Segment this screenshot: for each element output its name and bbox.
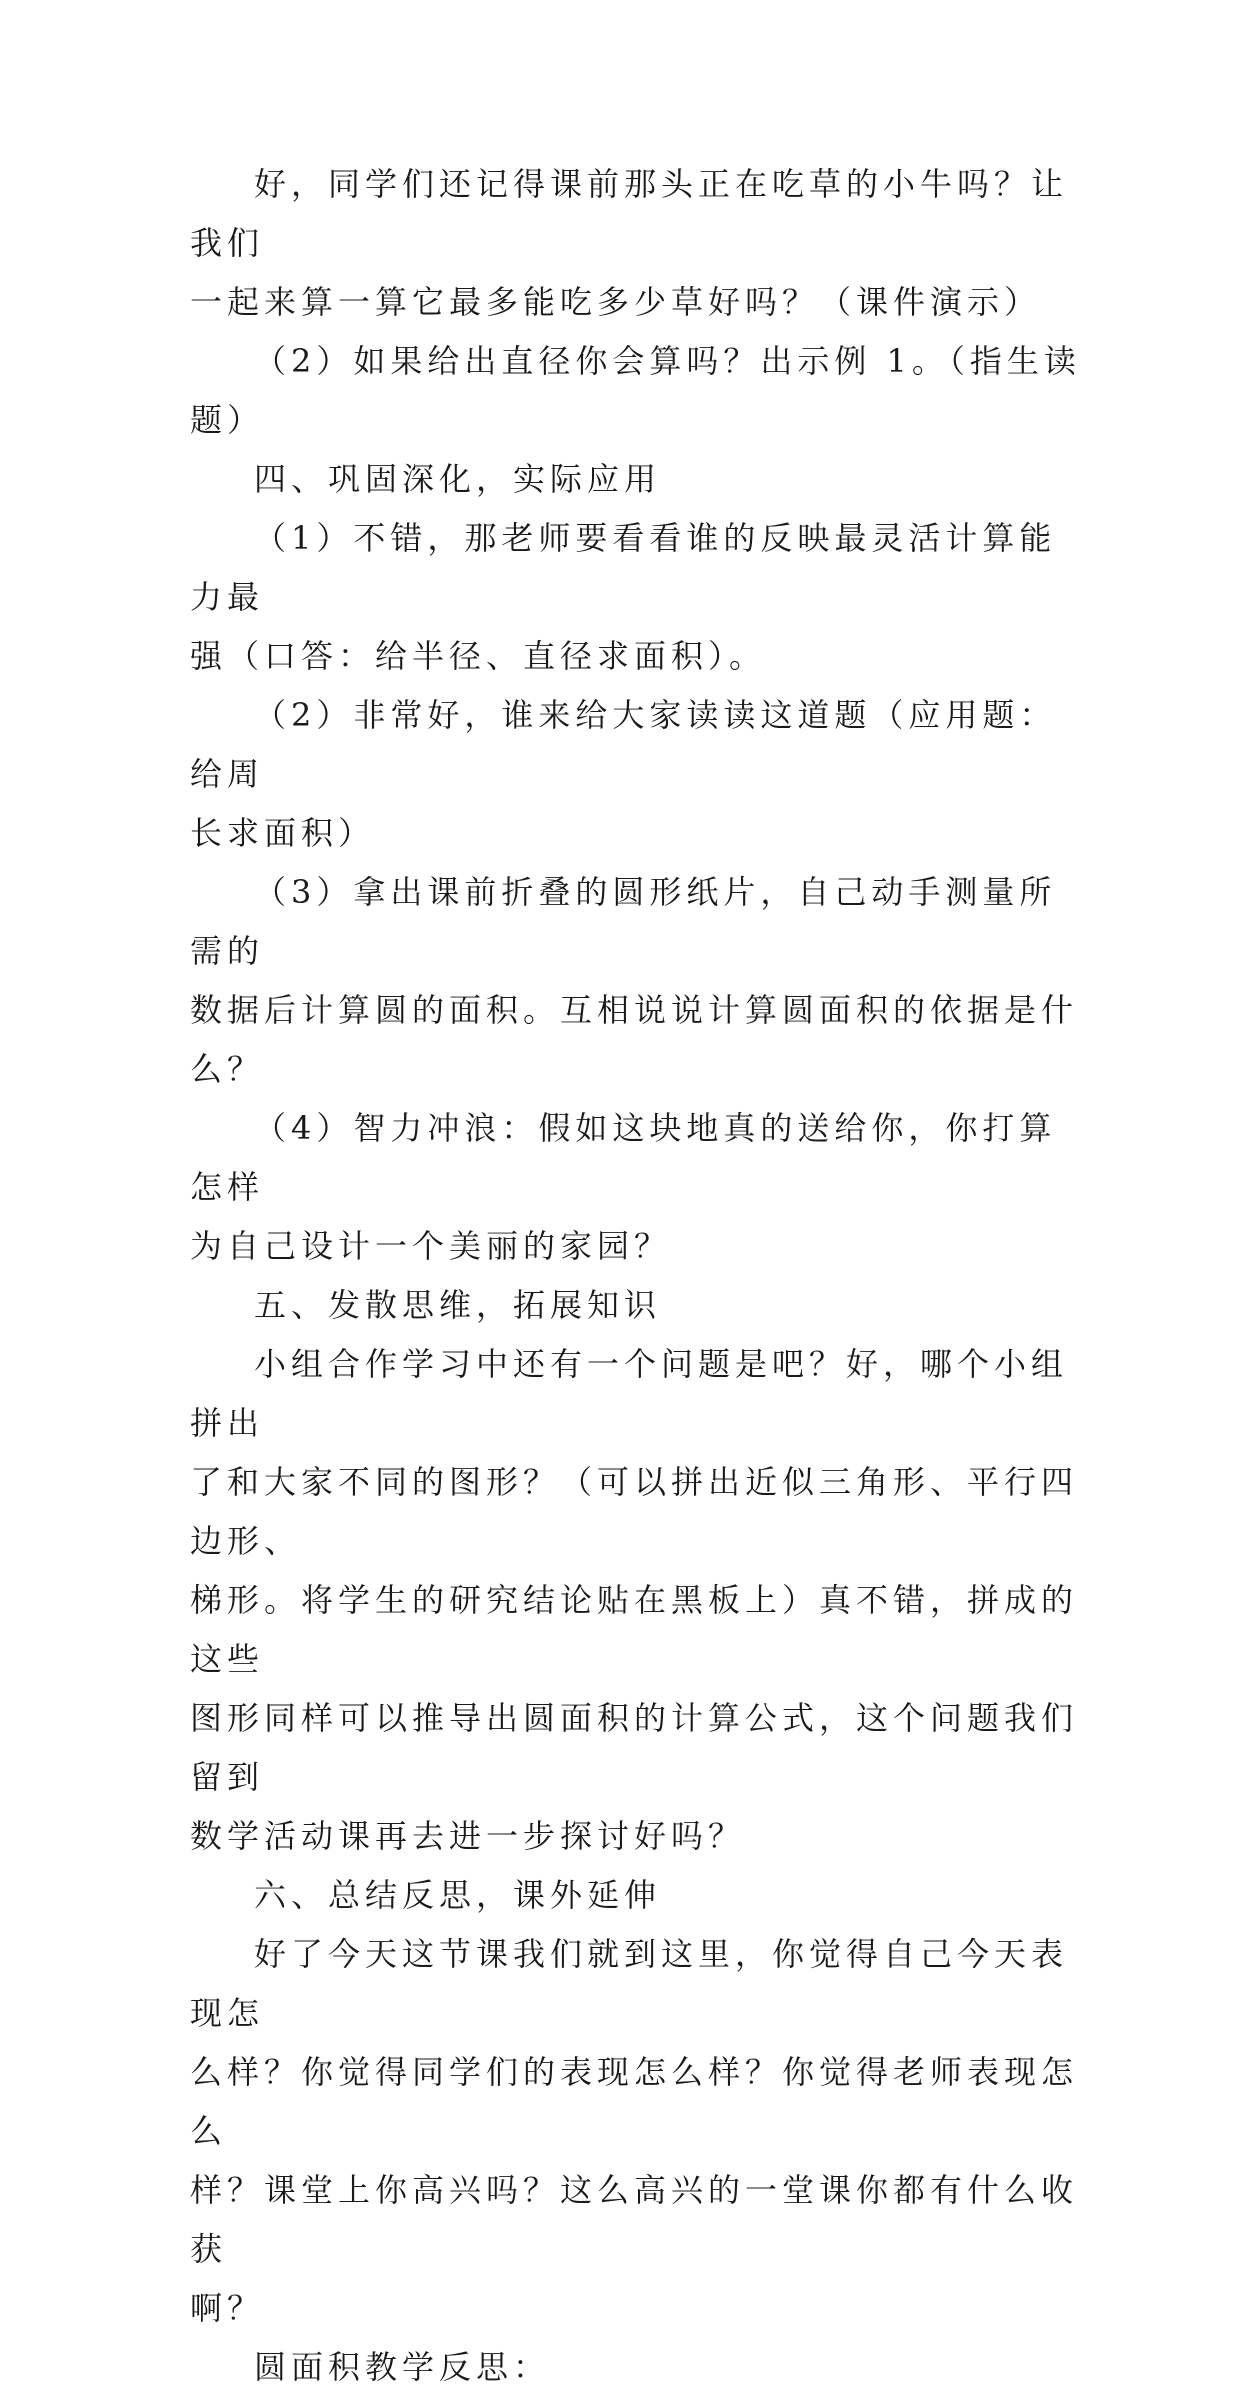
line: （2）如果给出直径你会算吗？出示例 1。（指生读题） [190, 342, 1081, 439]
reflection-heading [190, 2338, 1090, 2397]
line: 啊？ [190, 2289, 265, 2327]
section-heading-6 [190, 1866, 1090, 1925]
line: 好，同学们还记得课前那头正在吃草的小牛吗？让我们 [190, 165, 1069, 262]
paragraph-intro [190, 155, 1090, 332]
line: 图形同样可以推导出圆面积的计算公式，这个问题我们留到 [190, 1699, 1079, 1796]
line: 强（口答：给半径、直径求面积）。 [190, 637, 767, 675]
line: 小组合作学习中还有一个问题是吧？好，哪个小组拼出 [190, 1345, 1069, 1442]
line: （1）不错，那老师要看看谁的反映最灵活计算能力最 [190, 519, 1057, 616]
heading-text: 五、发散思维，拓展知识 [254, 1286, 662, 1324]
document-body [190, 155, 1090, 2397]
line: 么样？你觉得同学们的表现怎么样？你觉得老师表现怎么 [190, 2053, 1079, 2150]
line: （4）智力冲浪：假如这块地真的送给你，你打算怎样 [190, 1109, 1057, 1206]
paragraph-item-1 [190, 509, 1090, 686]
paragraph-summary [190, 1925, 1090, 2338]
paragraph-group-work [190, 1335, 1090, 1866]
heading-text: 六、总结反思，课外延伸 [254, 1876, 662, 1914]
line: 数学活动课再去进一步探讨好吗？ [190, 1817, 746, 1855]
heading-text: 圆面积教学反思： [254, 2348, 551, 2386]
paragraph-item-4 [190, 1099, 1090, 1276]
line: 了和大家不同的图形？（可以拼出近似三角形、平行四边形、 [190, 1463, 1079, 1560]
heading-text: 四、巩固深化，实际应用 [254, 460, 662, 498]
paragraph-item-2 [190, 686, 1090, 863]
line: 梯形。将学生的研究结论贴在黑板上）真不错，拼成的这些 [190, 1581, 1079, 1678]
line: 为自己设计一个美丽的家园？ [190, 1227, 672, 1265]
paragraph-item-3 [190, 863, 1090, 1099]
line: （3）拿出课前折叠的圆形纸片，自己动手测量所需的 [190, 873, 1057, 970]
line: 长求面积） [190, 814, 376, 852]
line: 好了今天这节课我们就到这里，你觉得自己今天表现怎 [190, 1935, 1069, 2032]
section-heading-5 [190, 1276, 1090, 1335]
line: 一起来算一算它最多能吃多少草好吗？（课件演示） [190, 283, 1042, 321]
line: （2）非常好，谁来给大家读读这道题（应用题：给周 [190, 696, 1057, 793]
line: 样？课堂上你高兴吗？这么高兴的一堂课你都有什么收获 [190, 2171, 1079, 2268]
paragraph-example [190, 332, 1090, 450]
section-heading-4 [190, 450, 1090, 509]
line: 数据后计算圆的面积。互相说说计算圆面积的依据是什么？ [190, 991, 1079, 1088]
